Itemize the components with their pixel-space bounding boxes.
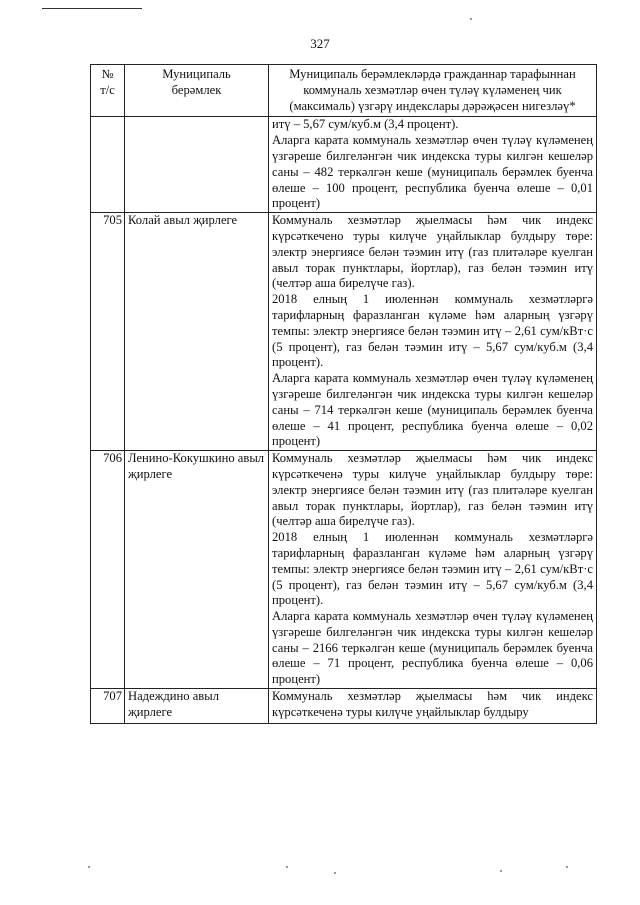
top-rule: [42, 8, 142, 9]
description-paragraph: Аларга карата коммуналь хезмәтләр өчен түләү күләменең үзгәреше билгеләнгән чик индекска туры килгән кешеләр саны – 714 теркәлгән кеше (муниципаль берәмлек буенча өлеше – 41 процент, республика буенча өлеше – 0,02 процент): [272, 371, 593, 449]
continuation-paragraph: итү – 5,67 сум/куб.м (3,4 процент).: [272, 117, 459, 132]
header-municipality: Муниципаль берәмлек: [125, 65, 269, 117]
description-paragraph: Коммуналь хезмәтләр җыелмасы һәм чик индекс күрсәткечено туры килүче уңайлыклар булдыру төре: электр энергиясе белән тәэмин итү (газ плитәләре куелган авыл торак пунктлары, йортлар), газ белән тәэмин итү (челтәр аша бирелүче газ).: [272, 213, 593, 291]
row-num: 707: [91, 689, 125, 724]
scan-speck: [88, 866, 90, 868]
scan-speck: [286, 866, 288, 868]
continuation-num: [91, 117, 125, 213]
continuation-paragraph: Аларга карата коммуналь хезмәтләр өчен түләү күләменең үзгәреше билгеләнгән чик индекска туры килгән кешеләр саны – 482 теркәлгән кеше (муниципаль берәмлек буенча өлеше – 100 процент, республика буенча өлеше – 0,01 процент): [272, 133, 593, 211]
row-municipality: Ленино-Кокушкино авыл җирлеге: [125, 451, 269, 689]
row-description: [269, 689, 597, 724]
table-row: [91, 689, 597, 724]
row-num: 705: [91, 213, 125, 451]
scan-speck: [566, 866, 568, 868]
table-row: [91, 451, 597, 689]
scan-speck: [500, 870, 502, 872]
row-municipality: Колай авыл җирлеге: [125, 213, 269, 451]
table-header-row: [91, 65, 597, 117]
description-paragraph: Аларга карата коммуналь хезмәтләр өчен түләү күләменең үзгәреше билгеләнгән чик индекска туры килгән кешеләр саны – 2166 теркәлгән кеше (муниципаль берәмлек буенча өлеше – 71 процент, республика буенча өлеше – 0,06 процент): [272, 609, 593, 687]
row-description: [269, 213, 597, 451]
description-paragraph: Коммуналь хезмәтләр җыелмасы һәм чик индекс күрсәткеченә туры килүче уңайлыклар булдыру: [272, 689, 593, 719]
page-number: 327: [310, 36, 330, 51]
description-paragraph: 2018 елның 1 июленнән коммуналь хезмәтләргә тарифларның фаразланган күләме һәм аларның үзгәрү темпы: электр энергиясе белән тәэмин итү – 2,61 сум/кВт·с (5 процент), газ белән тәэмин итү – 5,67 сум/куб.м (3,4 процент).: [272, 530, 593, 608]
tariff-table: [90, 64, 597, 724]
table-row-continuation: [91, 117, 597, 213]
table-row: [91, 213, 597, 451]
row-description: [269, 451, 597, 689]
description-paragraph: Коммуналь хезмәтләр җыелмасы һәм чик индекс күрсәткеченә туры килүче уңайлыклар булдыру төре: электр энергиясе белән тәэмин итү (газ плитәләре куелган авыл торак пунктлары, йортлар), газ белән тәэмин итү (челтәр аша бирелүче газ).: [272, 451, 593, 529]
continuation-municipality: [125, 117, 269, 213]
header-num: № т/с: [91, 65, 125, 117]
row-municipality: Надеждино авыл җирлеге: [125, 689, 269, 724]
description-paragraph: 2018 елның 1 июленнән коммуналь хезмәтләргә тарифларның фаразланган күләме һәм аларның үзгәрү темпы: электр энергиясе белән тәэмин итү – 2,61 сум/кВт·с (5 процент), газ белән тәэмин итү – 5,67 сум/куб.м (3,4 процент).: [272, 292, 593, 370]
continuation-description: [269, 117, 597, 213]
scan-speck: [470, 18, 472, 20]
row-num: 706: [91, 451, 125, 689]
scan-speck: [334, 872, 336, 874]
header-description: Муниципаль берәмлекләрдә гражданнар тарафыннан коммуналь хезмәтләр өчен түләү күләменең чик (максималь) үзгәрү индекслары дәрәҗәсен нигезләү*: [269, 65, 597, 117]
